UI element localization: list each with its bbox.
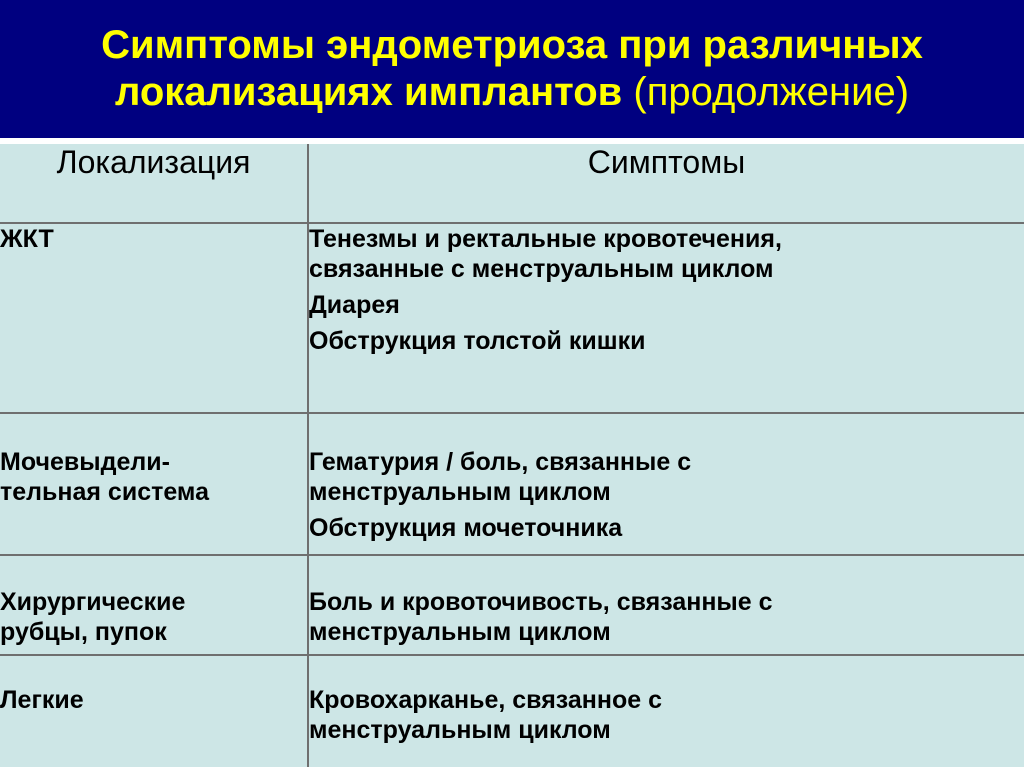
symptoms-cell (308, 655, 1024, 767)
symptom-item (309, 447, 1024, 507)
symptom-line: Кровохарканье, связанное с (309, 686, 663, 714)
slide-title (81, 22, 943, 116)
symptom-line: Гематурия / боль, связанные с (309, 448, 692, 476)
symptom-item (309, 513, 1024, 543)
location-cell: ЖКТ (0, 223, 308, 413)
location-cell (0, 555, 308, 655)
symptom-line: менструальным циклом (309, 618, 611, 646)
symptom-line: Обструкция мочеточника (309, 514, 623, 542)
table-row (0, 655, 1024, 767)
symptom-line: связанные с менструальным циклом (309, 255, 774, 283)
title-suffix: (продолжение) (633, 70, 910, 114)
symptom-item (309, 587, 1024, 647)
column-header-location: Локализация (0, 144, 308, 223)
location-line: рубцы, пупок (0, 618, 167, 646)
table-header-row (0, 144, 1024, 223)
location-line: тельная система (0, 478, 209, 506)
location-line: Хирургические (0, 588, 186, 616)
symptom-item (309, 326, 1024, 356)
symptoms-cell (308, 555, 1024, 655)
symptom-line: Диарея (309, 291, 400, 319)
symptom-line: Тенезмы и ректальные кровотечения, (309, 225, 782, 253)
location-cell (0, 413, 308, 555)
column-header-symptoms: Симптомы (308, 144, 1024, 223)
location-cell: Легкие (0, 655, 308, 767)
symptom-line: Боль и кровоточивость, связанные с (309, 588, 773, 616)
symptom-item (309, 224, 1024, 284)
table-row (0, 413, 1024, 555)
symptom-line: менструальным циклом (309, 478, 611, 506)
symptoms-cell (308, 413, 1024, 555)
title-bar (0, 0, 1024, 138)
symptom-line: менструальным циклом (309, 716, 611, 744)
table-row (0, 555, 1024, 655)
symptoms-table (0, 144, 1024, 767)
table-row (0, 223, 1024, 413)
title-line-1: Симптомы эндометриоза при различных (101, 23, 923, 67)
title-line-2: локализациях имплантов (114, 70, 623, 114)
symptoms-cell (308, 223, 1024, 413)
location-line: Мочевыдели- (0, 448, 170, 476)
symptom-item (309, 290, 1024, 320)
symptom-line: Обструкция толстой кишки (309, 327, 646, 355)
symptom-item (309, 685, 1024, 745)
